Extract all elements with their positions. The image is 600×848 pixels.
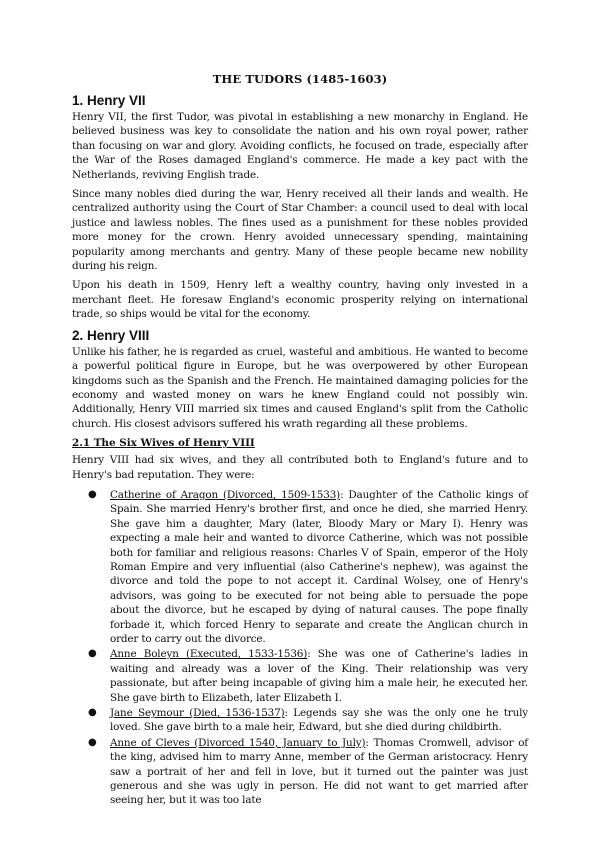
wife-description: : Legends say she was the only one he truly loved. She gave birth to a male heir, Edward, but she died during childbirth. (110, 707, 528, 734)
wife-description: : She was one of Catherine's ladies in waiting and already was a lover of the King. Their relationship was very passionate, but after being incapable of giving him a male heir, he executed her. She gave birth to Elizabeth, later Elizabeth I. (110, 648, 529, 704)
wife-name: Catherine of Aragon (Divorced, 1509-1533) (110, 488, 341, 501)
subsection-intro: Henry VIII had six wives, and they all contributed both to England's future and to Henry's bad reputation. They were: (72, 454, 528, 481)
section-heading-henry-viii: 2. Henry VIII (72, 327, 150, 343)
wives-list (72, 488, 528, 808)
paragraph: Upon his death in 1509, Henry left a wealthy country, having only invested in a merchant fleet. He foresaw England's economic prosperity relying on international trade, so ships would be vital for the economy. (72, 279, 528, 321)
document-title: THE TUDORS (1485-1603) (212, 72, 388, 86)
bullet-icon: ● (88, 707, 97, 719)
bullet-icon: ● (88, 736, 97, 748)
bullet-icon: ● (88, 488, 97, 500)
subsection-heading-six-wives: 2.1 The Six Wives of Henry VIII (72, 437, 255, 450)
wife-description: : Daughter of the Catholic kings of Spain. She married Henry's brother first, and once he died, she married Henry. She gave him a daughter, Mary (later, Bloody Mary or Mary I). Henry was expecting a male heir and wanted to divorce Catherine, which was not possible both for familiar and religious reasons: Charles V of Spain, emperor of the Holy Roman Empire and very influential (also Catherine's nephew), was against the divorce and told the pope to not accept it. Cardinal Wolsey, one of Henry's advisors, was going to be executed for not being able to persuade the pope about the divorce, but he escaped by dying of natural causes. The pope finally forbade it, which forced Henry to separate and create the Anglican church in order to carry out the divorce. (110, 488, 529, 645)
wife-name: Anne of Cleves (Divorced 1540, January to July) (110, 736, 366, 749)
list-item (88, 706, 528, 735)
wife-name: Jane Seymour (Died, 1536-1537) (110, 707, 285, 720)
paragraph: Henry VII, the first Tudor, was pivotal in establishing a new monarchy in England. He believed business was key to consolidate the nation and his own royal power, rather than focusing on war and glory. Avoiding conflicts, he focused on trade, especially after the War of the Roses damaged England's commerce. He made a key pact with the Netherlands, reviving English trade. (72, 111, 528, 181)
section-heading-henry-vii: 1. Henry VII (72, 93, 146, 108)
list-item (88, 647, 529, 705)
paragraph: Unlike his father, he is regarded as cruel, wasteful and ambitious. He wanted to become a powerful political figure in Europe, but he was overpowered by other European kingdoms such as the Spanish and the French. He maintained damaging policies for the economy and wasted money on wars he knew England could not possibly win. Additionally, Henry VIII married six times and caused England's split from the Catholic church. His closest advisors suffered his wrath regarding all these problems. (72, 345, 528, 430)
paragraph: Since many nobles died during the war, Henry received all their lands and wealth. He centralized authority using the Court of Star Chamber: a council used to deal with local justice and lawless nobles. The fines used as a punishment for these nobles provided more money for the crown. Henry avoided unnecessary spending, maintaining popularity among merchants and gentry. Many of these people became new nobility during his reign. (72, 188, 528, 273)
list-item (88, 488, 529, 646)
list-item (88, 736, 528, 808)
wife-description: : Thomas Cromwell, advisor of the king, advised him to marry Anne, member of the German aristocracy. Henry saw a portrait of her and fell in love, but it turned out the painter was just generous and she was ugly in person. He did not want to get married after seeing her, but it was too late (110, 736, 528, 807)
wife-name: Anne Boleyn (Executed, 1533-1536) (110, 648, 308, 661)
bullet-icon: ● (88, 648, 97, 660)
